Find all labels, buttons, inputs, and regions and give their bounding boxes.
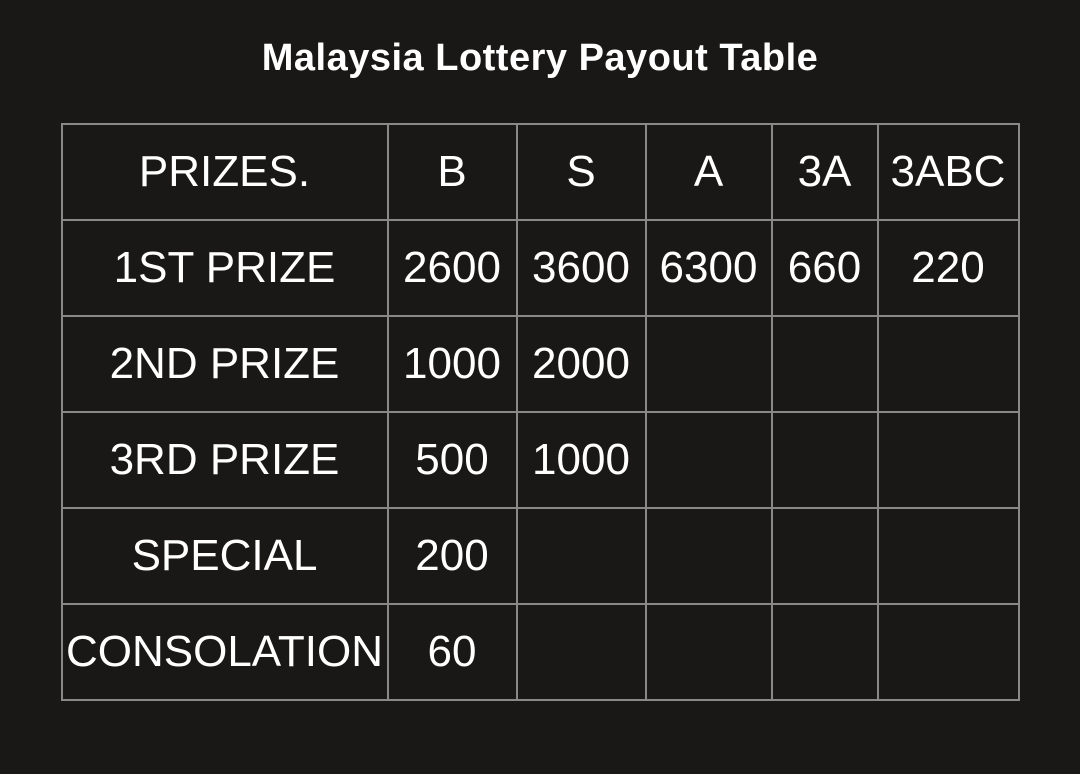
column-header-3a: 3A: [772, 124, 878, 220]
payout-cell: [772, 316, 878, 412]
payout-cell: [646, 412, 772, 508]
payout-cell: 3600: [517, 220, 646, 316]
table-row-2nd-prize: [62, 316, 1019, 412]
payout-cell: [772, 508, 878, 604]
column-header-a: A: [646, 124, 772, 220]
column-header-prizes: PRIZES.: [62, 124, 388, 220]
payout-cell: 500: [388, 412, 517, 508]
payout-cell: [878, 316, 1019, 412]
payout-cell: [772, 604, 878, 700]
table-row-special: [62, 508, 1019, 604]
row-label: 3RD PRIZE: [62, 412, 388, 508]
table-row-1st-prize: [62, 220, 1019, 316]
payout-cell: [517, 508, 646, 604]
column-header-b: B: [388, 124, 517, 220]
payout-cell: 60: [388, 604, 517, 700]
payout-cell: 2000: [517, 316, 646, 412]
payout-cell: [878, 508, 1019, 604]
column-header-3abc: 3ABC: [878, 124, 1019, 220]
payout-cell: 660: [772, 220, 878, 316]
payout-cell: [646, 316, 772, 412]
payout-cell: 6300: [646, 220, 772, 316]
payout-cell: [517, 604, 646, 700]
payout-table: [61, 123, 1020, 701]
payout-cell: 200: [388, 508, 517, 604]
payout-cell: [646, 604, 772, 700]
row-label: SPECIAL: [62, 508, 388, 604]
payout-cell: [878, 412, 1019, 508]
payout-cell: 220: [878, 220, 1019, 316]
payout-cell: 2600: [388, 220, 517, 316]
table-row-consolation: [62, 604, 1019, 700]
column-header-s: S: [517, 124, 646, 220]
row-label: 2ND PRIZE: [62, 316, 388, 412]
header-row: [62, 124, 1019, 220]
payout-cell: [772, 412, 878, 508]
payout-cell: [646, 508, 772, 604]
table-row-3rd-prize: [62, 412, 1019, 508]
row-label: 1ST PRIZE: [62, 220, 388, 316]
page-title: Malaysia Lottery Payout Table: [261, 37, 819, 79]
payout-cell: 1000: [517, 412, 646, 508]
payout-cell: 1000: [388, 316, 517, 412]
row-label: CONSOLATION: [62, 604, 388, 700]
payout-cell: [878, 604, 1019, 700]
